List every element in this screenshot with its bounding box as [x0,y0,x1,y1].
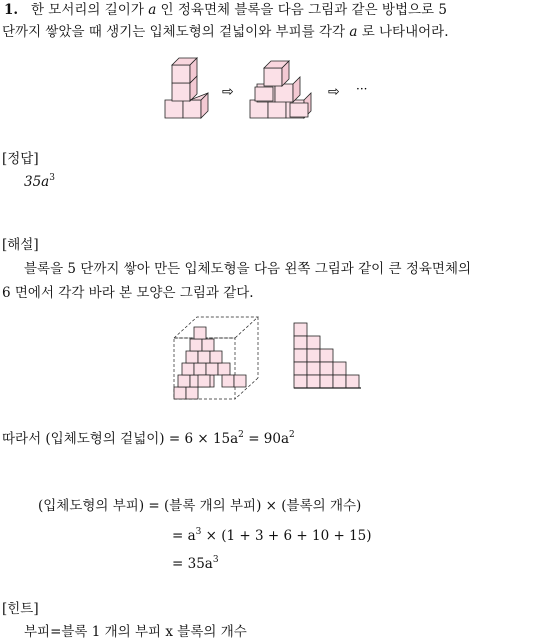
volume-step2-prefix: = a [172,528,196,544]
problem-text-1a: 한 모서리의 길이가 [30,2,144,18]
answer-value [24,173,55,191]
volume-step3-exp: 3 [212,555,219,565]
problem-line-1 [4,1,447,19]
problem-line-2 [2,23,449,41]
problem-text-2b: 로 나타내어라. [361,24,449,40]
problem-text-1b: 인 정육면체 블록을 다음 그림과 같은 방법으로 5 [160,2,447,18]
volume-line-1: (입체도형의 부피) = (블록 개의 부피) × (블록의 개수) [38,498,362,514]
surface-mid: = 90a [243,431,290,447]
staircase-side-view [294,323,361,388]
explanation-para-line-1: 블록을 5 단까지 쌓아 만든 입체도형을 다음 왼쪽 그림과 같이 큰 정육면체의 [24,261,472,277]
variable-a: a [148,2,157,18]
explanation-heading: [해설] [2,237,39,253]
answer-heading: [정답] [2,151,39,167]
volume-step2-suffix: × (1 + 3 + 6 + 10 + 15) [201,528,372,544]
hint-text: 부피=블록 1 개의 부피 x 블록의 개수 [24,624,247,640]
arrow-2: ⇨ [328,84,340,100]
surface-exp-2: 2 [289,430,295,440]
block-stack-stage-3 [250,61,311,118]
volume-step3-prefix: = 35a [172,556,213,572]
ellipsis: ··· [356,82,368,96]
answer-value-base: 35a [24,174,50,190]
explanation-para-line-2: 6 면에서 각각 바라 본 모양은 그림과 같다. [2,285,254,301]
surface-prefix: 따라서 (입체도형의 겉넓이) = 6 × 15a [2,431,239,447]
surface-area-line [2,430,295,448]
block-stack-stage-2 [165,58,208,118]
problem-text-2a: 단까지 쌓았을 때 생기는 입체도형의 겉넓이와 부피를 각각 [2,24,346,40]
problem-number: 1. [4,2,19,18]
volume-line-2 [172,527,372,545]
surface-exp-1: 2 [238,430,244,440]
answer-value-exp: 3 [49,173,55,183]
volume-step2-exp: 3 [195,527,202,537]
variable-a-2: a [349,24,358,40]
explanation-figure [0,313,534,403]
hint-heading: [힌트] [2,601,39,617]
stacked-blocks-figure [0,55,534,185]
volume-line-3 [172,555,219,573]
arrow-1: ⇨ [222,84,234,100]
